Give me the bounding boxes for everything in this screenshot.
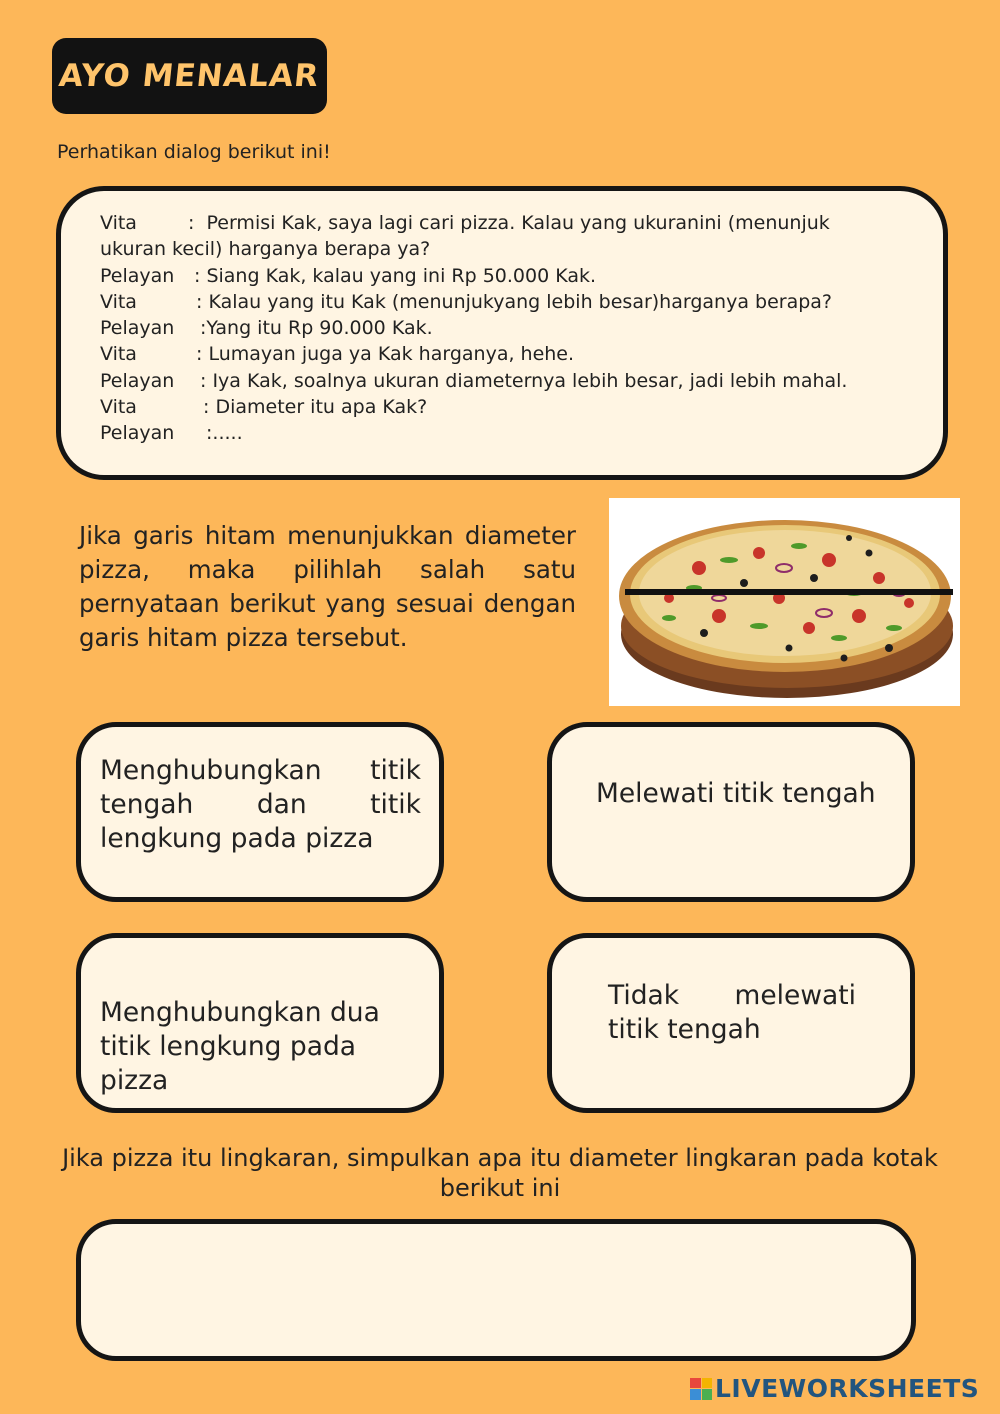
dialog-line xyxy=(100,236,900,262)
dialog-line xyxy=(100,341,900,367)
page-title: AYO MENALAR xyxy=(57,58,322,94)
dialog-text: Yang itu Rp 90.000 Kak. xyxy=(206,317,433,340)
dialog-separator: : xyxy=(188,212,195,234)
dialog-separator: : xyxy=(196,343,203,366)
dialog-speaker: Pelayan xyxy=(100,369,175,392)
dialog-text: Iya Kak, soalnya ukuran diameternya lebih besar, jadi lebih mahal. xyxy=(206,369,848,392)
dialog-separator: : xyxy=(200,369,207,392)
dialog-line xyxy=(100,263,900,289)
option-text-2: Melewati titik tengah xyxy=(596,778,876,809)
dialog-line xyxy=(100,315,900,341)
dialog-text: Lumayan juga ya Kak harganya, hehe. xyxy=(202,343,575,366)
dialog-speaker: Pelayan xyxy=(100,317,175,340)
dialog-speaker: Pelayan xyxy=(100,422,175,445)
dialog-text: Siang Kak, kalau yang ini Rp 50.000 Kak. xyxy=(200,264,597,287)
dialog-text: ukuran kecil) harganya berapa ya? xyxy=(100,238,431,261)
dialog-line xyxy=(100,289,900,315)
dialog-separator: : xyxy=(200,317,207,340)
watermark xyxy=(690,1374,979,1403)
dialog-separator: : xyxy=(196,290,203,313)
option-text-1: Menghubungkan titik tengah dan titik lengkung pada pizza xyxy=(100,755,421,854)
dialog-speaker: Vita xyxy=(100,343,137,366)
liveworksheets-logo-icon xyxy=(690,1378,712,1400)
dialog-separator: : xyxy=(206,422,213,445)
intro-text: Perhatikan dialog berikut ini! xyxy=(57,141,331,163)
dialog-list xyxy=(100,210,900,447)
dialog-text: Permisi Kak, saya lagi cari pizza. Kalau yang ukuranini (menunjuk xyxy=(194,212,830,234)
option-text-3: Menghubungkan dua titik lengkung pada pizza xyxy=(100,997,380,1096)
option-text-4: Tidak melewati titik tengah xyxy=(608,980,856,1045)
dialog-separator: : xyxy=(194,264,201,287)
pizza-image xyxy=(609,498,960,706)
conclusion-text: Jika pizza itu lingkaran, simpulkan apa itu diameter lingkaran pada kotak berikut ini xyxy=(62,1144,938,1202)
dialog-line xyxy=(100,210,900,236)
dialog-line xyxy=(100,420,900,446)
title-banner xyxy=(52,38,327,114)
dialog-speaker: Vita xyxy=(100,290,137,313)
dialog-speaker: Vita xyxy=(100,212,137,234)
dialog-text: Kalau yang itu Kak (menunjukyang lebih besar)harganya berapa? xyxy=(202,290,833,313)
question-text: Jika garis hitam menunjukkan diameter pizza, maka pilihlah salah satu pernyataan berikut yang sesuai dengan garis hitam pizza tersebut. xyxy=(79,521,576,652)
dialog-line xyxy=(100,368,900,394)
watermark-text: LIVEWORKSHEETS xyxy=(715,1374,980,1403)
dialog-speaker: Pelayan xyxy=(100,264,175,287)
dialog-speaker: Vita xyxy=(100,396,137,419)
dialog-line xyxy=(100,394,900,420)
option-card-2[interactable] xyxy=(547,722,915,902)
dialog-text: ..... xyxy=(212,422,243,445)
answer-box[interactable] xyxy=(76,1219,916,1361)
dialog-separator: : xyxy=(203,396,210,419)
dialog-text: Diameter itu apa Kak? xyxy=(209,396,428,419)
